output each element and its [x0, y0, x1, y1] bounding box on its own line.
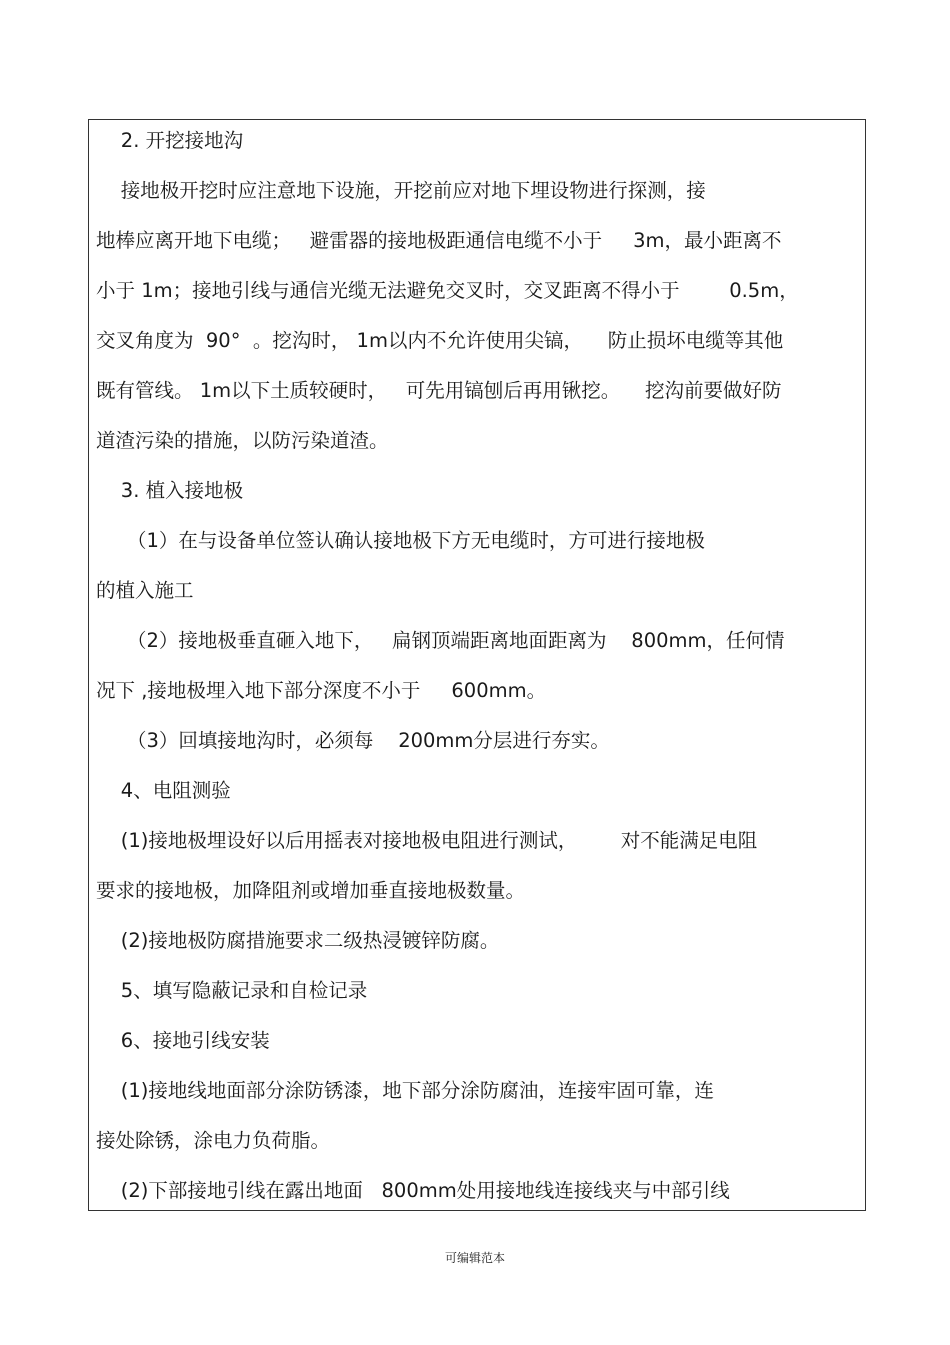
section-heading: 5、填写隐蔽记录和自检记录	[96, 979, 368, 1002]
paragraph-line: (2)下部接地引线在露出地面 800mm处用接地线连接线夹与中部引线	[96, 1179, 730, 1202]
paragraph-line: 道渣污染的措施，以防污染道渣。	[96, 429, 389, 452]
paragraph-line: 交叉角度为 90° 。挖沟时， 1m以内不允许使用尖镐， 防止损坏电缆等其他	[96, 329, 784, 352]
section-heading: 2. 开挖接地沟	[96, 129, 244, 152]
paragraph-line: （2）接地极垂直砸入地下， 扁钢顶端距离地面距离为 800mm，任何情	[96, 629, 785, 652]
paragraph-line: 既有管线。 1m以下土质较硬时， 可先用镐刨后再用锹挖。 挖沟前要做好防	[96, 379, 782, 402]
paragraph-line: (2)接地极防腐措施要求二级热浸镀锌防腐。	[96, 929, 500, 952]
section-heading: 6、接地引线安装	[96, 1029, 270, 1052]
paragraph-line: 小于 1m；接地引线与通信光缆无法避免交叉时，交叉距离不得小于 0.5m，	[96, 279, 799, 302]
paragraph-line: 接地极开挖时应注意地下设施，开挖前应对地下埋设物进行探测，接	[96, 179, 706, 202]
paragraph-line: 况下 ,接地极埋入地下部分深度不小于 600mm。	[96, 679, 547, 702]
paragraph-line: (1)接地极埋设好以后用摇表对接地极电阻进行测试， 对不能满足电阻	[96, 829, 758, 852]
paragraph-line: 要求的接地极，加降阻剂或增加垂直接地极数量。	[96, 879, 526, 902]
section-heading: 4、电阻测验	[96, 779, 231, 802]
paragraph-line: （1）在与设备单位签认确认接地极下方无电缆时，方可进行接地极	[96, 529, 705, 552]
paragraph-line: 地棒应离开地下电缆； 避雷器的接地极距通信电缆不小于 3m，最小距离不	[96, 229, 782, 252]
paragraph-line: 的植入施工	[96, 579, 194, 602]
paragraph-line: (1)接地线地面部分涂防锈漆，地下部分涂防腐油，连接牢固可靠，连	[96, 1079, 714, 1102]
page-footer: 可编辑范本	[444, 1251, 505, 1265]
paragraph-line: 接处除锈，涂电力负荷脂。	[96, 1129, 331, 1152]
section-heading: 3. 植入接地极	[96, 479, 244, 502]
paragraph-line: （3）回填接地沟时，必须每 200mm分层进行夯实。	[96, 729, 610, 752]
